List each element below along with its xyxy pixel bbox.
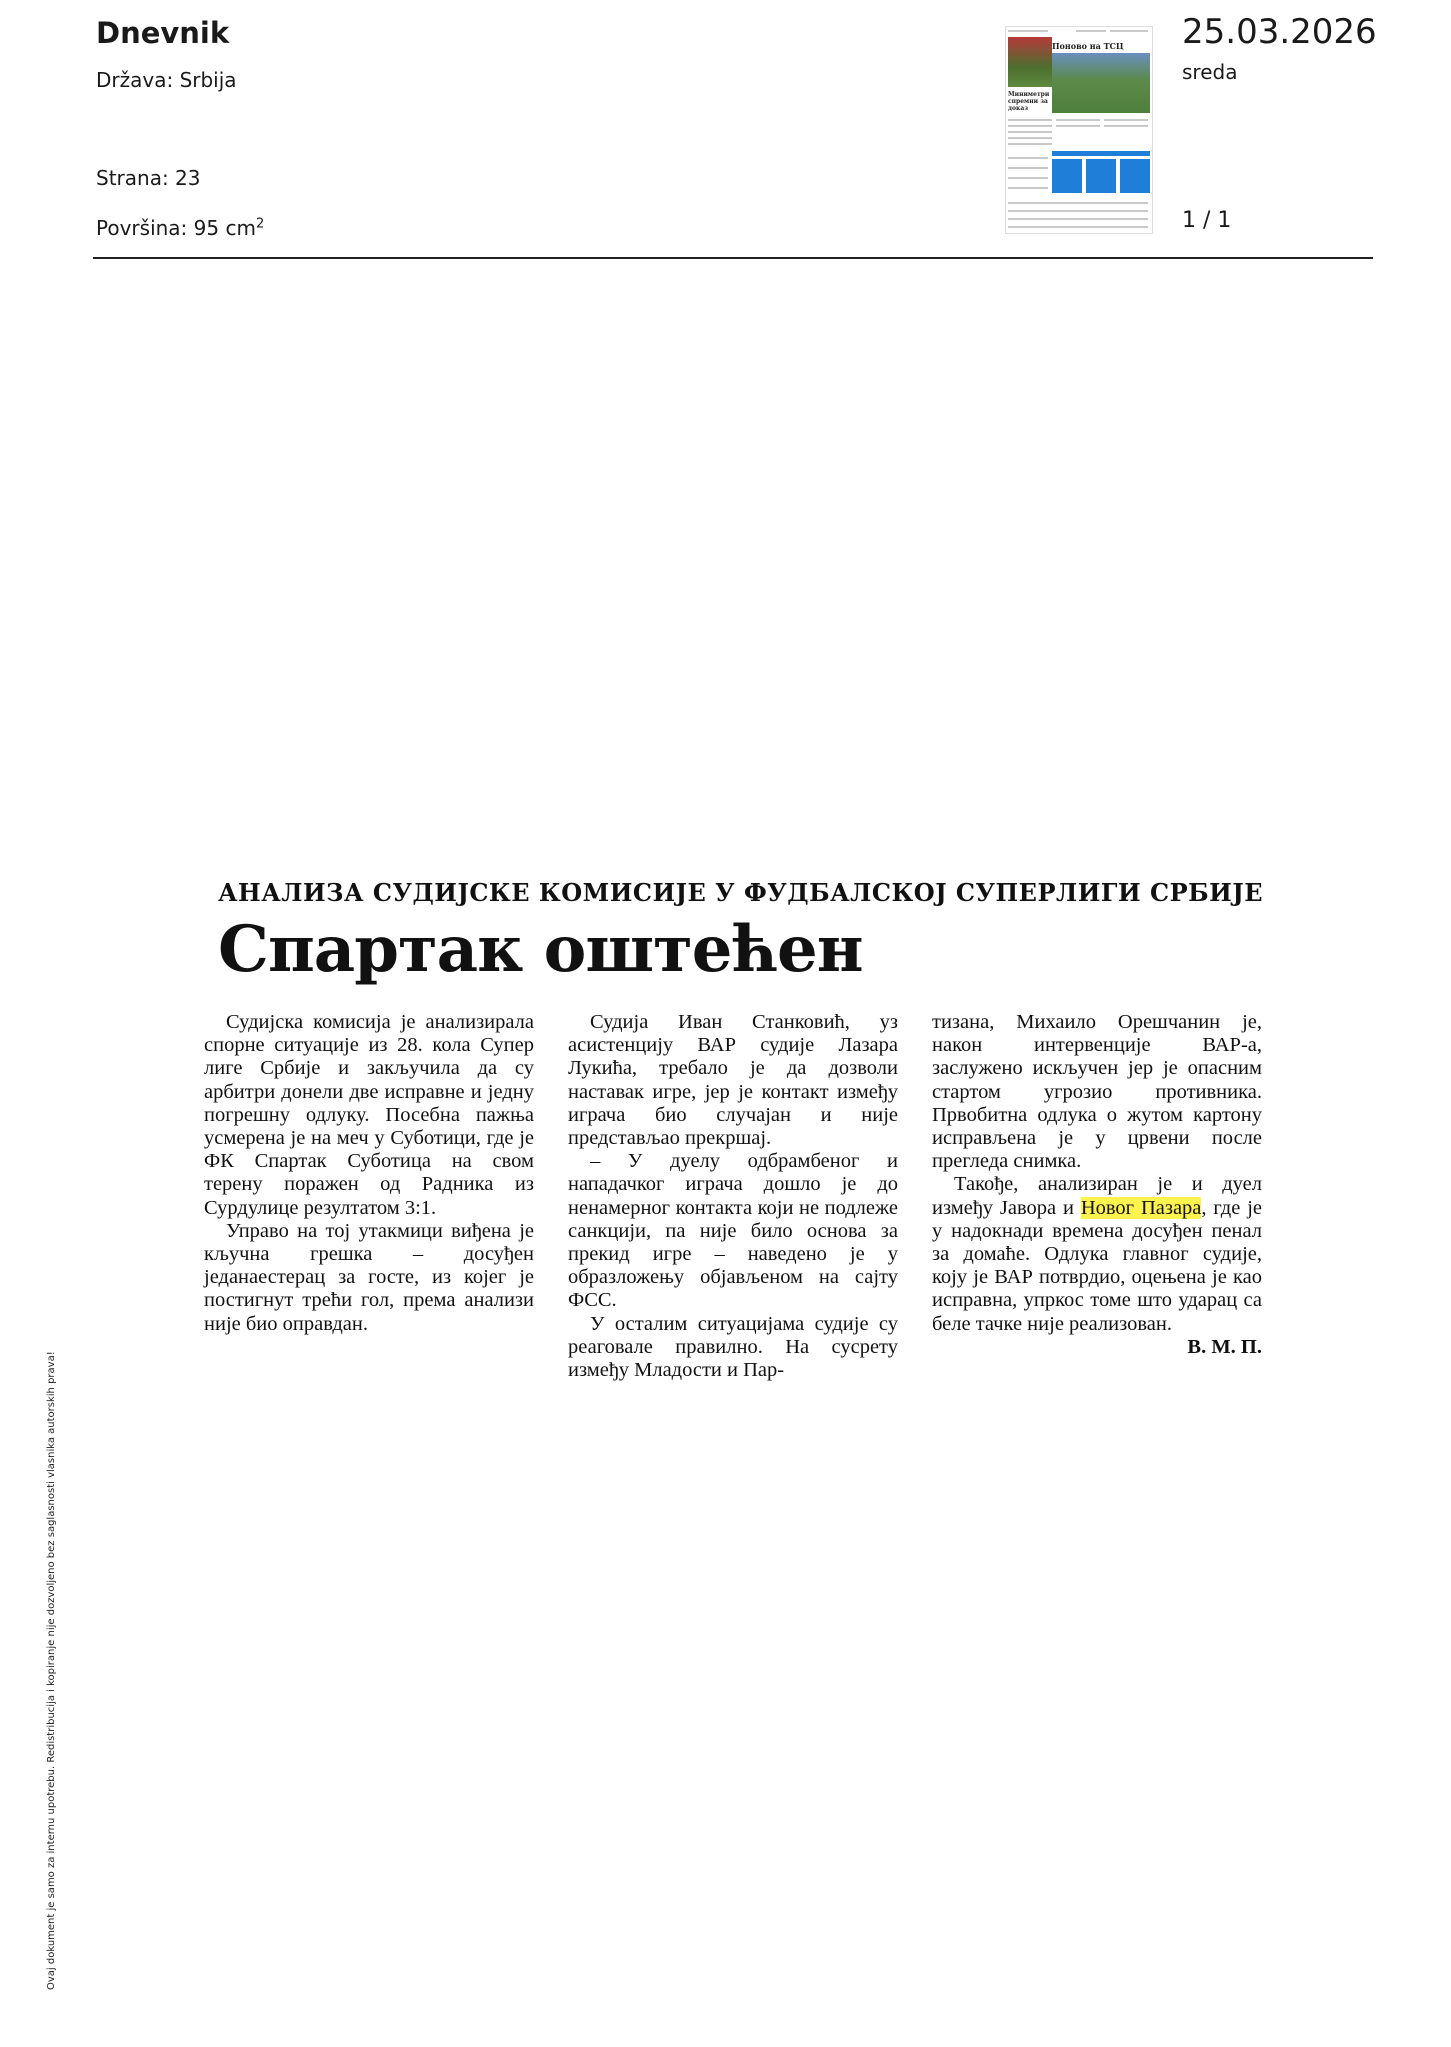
thumb-line — [1076, 30, 1106, 32]
paragraph: тизана, Михаило Орешчанин је, након интервенције ВАР-а, заслужено искључен јер је опасним стартом угрозио противника. Првобитна одлука о жутом картону исправљена је у црвени после прегледа снимка. — [932, 1011, 1262, 1173]
article-column-2 — [568, 1011, 898, 1382]
thumb-line — [1110, 30, 1148, 32]
thumb-line — [1008, 210, 1148, 212]
thumb-line — [1008, 226, 1148, 228]
article-column-1 — [204, 1011, 534, 1336]
area-text: Površina: 95 cm — [96, 216, 256, 240]
article-column-3 — [932, 1011, 1262, 1359]
paragraph: Судијска комисија је анализирала спорне ситуације из 28. кола Супер лиге Србије и закључила да су арбитри донели две исправне и једну погрешну одлуку. Посебна пажња усмерена је на меч у Суботици, где је ФК Спартак Суботица на свом терену поражен од Радника из Сурдулице резултатом 3:1. — [204, 1011, 534, 1219]
thumb-photo-main — [1052, 53, 1150, 113]
paragraph: Судија Иван Станковић, уз асистенцију ВАР судије Лазара Лукића, требало је да дозволи наставак игре, јер је контакт између играча био случајан и није представљао прекршај. — [568, 1011, 898, 1150]
thumb-subheadline: Миниметри спремни за доказ — [1008, 91, 1050, 112]
area-exponent: 2 — [255, 216, 265, 232]
thumb-line — [1008, 202, 1148, 204]
thumb-line — [1008, 30, 1048, 32]
thumb-line — [1008, 137, 1052, 139]
page-thumbnail[interactable] — [1005, 26, 1153, 234]
thumb-line — [1104, 125, 1148, 127]
thumb-blue-box — [1120, 159, 1150, 193]
thumb-line — [1008, 177, 1048, 179]
thumb-line — [1008, 119, 1052, 121]
thumb-line — [1008, 167, 1048, 169]
thumb-headline: Поново на ТСЦ — [1052, 41, 1124, 51]
thumb-blue-box — [1052, 159, 1082, 193]
page-count: 1 / 1 — [1182, 208, 1232, 233]
thumb-line — [1008, 143, 1052, 145]
thumb-line — [1008, 157, 1048, 159]
article-headline: Спартак оштећен — [218, 912, 863, 987]
thumb-line — [1008, 187, 1048, 189]
thumb-line — [1008, 131, 1052, 133]
thumb-photo-left — [1008, 37, 1052, 87]
paragraph — [932, 1173, 1262, 1335]
thumb-blue-bar — [1052, 151, 1150, 156]
issue-date: 25.03.2026 — [1182, 12, 1377, 52]
header-divider — [93, 257, 1373, 259]
publication-name: Dnevnik — [96, 16, 230, 50]
paragraph: У осталим ситуацијама судије су реаговале правилно. На сусрету између Младости и Пар- — [568, 1312, 898, 1382]
paragraph: Управо на тој утакмици виђена је кључна грешка – досуђен једанаестерац за госте, из којег је постигнут трећи гол, према анализи није био оправдан. — [204, 1219, 534, 1335]
paragraph-text: Такође, анализиран је и дуел између Јавора и — [932, 1173, 1262, 1219]
paragraph-text: , где је у надокнади времена досуђен пенал за домаће. Одлука главног судије, коју је ВАР потврдио, оцењена је као исправна, упркос томе што ударац са беле тачке није реализован. — [932, 1196, 1263, 1335]
issue-weekday: sreda — [1182, 60, 1238, 84]
thumb-blue-box — [1086, 159, 1116, 193]
paragraph: – У дуелу одбрамбеног и нападачког играча дошло је до ненамерног контакта који не подлеже санкцији, па није било основа за прекид игре – наведено је у образложењу објављеном на сајту ФСС. — [568, 1150, 898, 1312]
article-byline: В. М. П. — [1187, 1335, 1262, 1358]
thumb-line — [1008, 125, 1052, 127]
highlighted-term: Новог Пазара — [1080, 1196, 1202, 1219]
thumb-line — [1104, 119, 1148, 121]
country-label: Država: Srbija — [96, 68, 237, 92]
area-label — [96, 216, 264, 240]
article-kicker: АНАЛИЗА СУДИЈСКЕ КОМИСИЈЕ У ФУДБАЛСКОЈ СУПЕРЛИГИ СРБИЈЕ — [218, 878, 1263, 907]
thumb-line — [1056, 125, 1100, 127]
thumb-line — [1008, 218, 1148, 220]
page-number: Strana: 23 — [96, 166, 201, 190]
thumb-line — [1056, 119, 1100, 121]
copyright-notice: Ovaj dokument je samo za internu upotrebu. Redistribucija i kopiranje nije dozvoljeno bez saglasnosti vlasnika autorskih prava! — [46, 1351, 57, 1990]
